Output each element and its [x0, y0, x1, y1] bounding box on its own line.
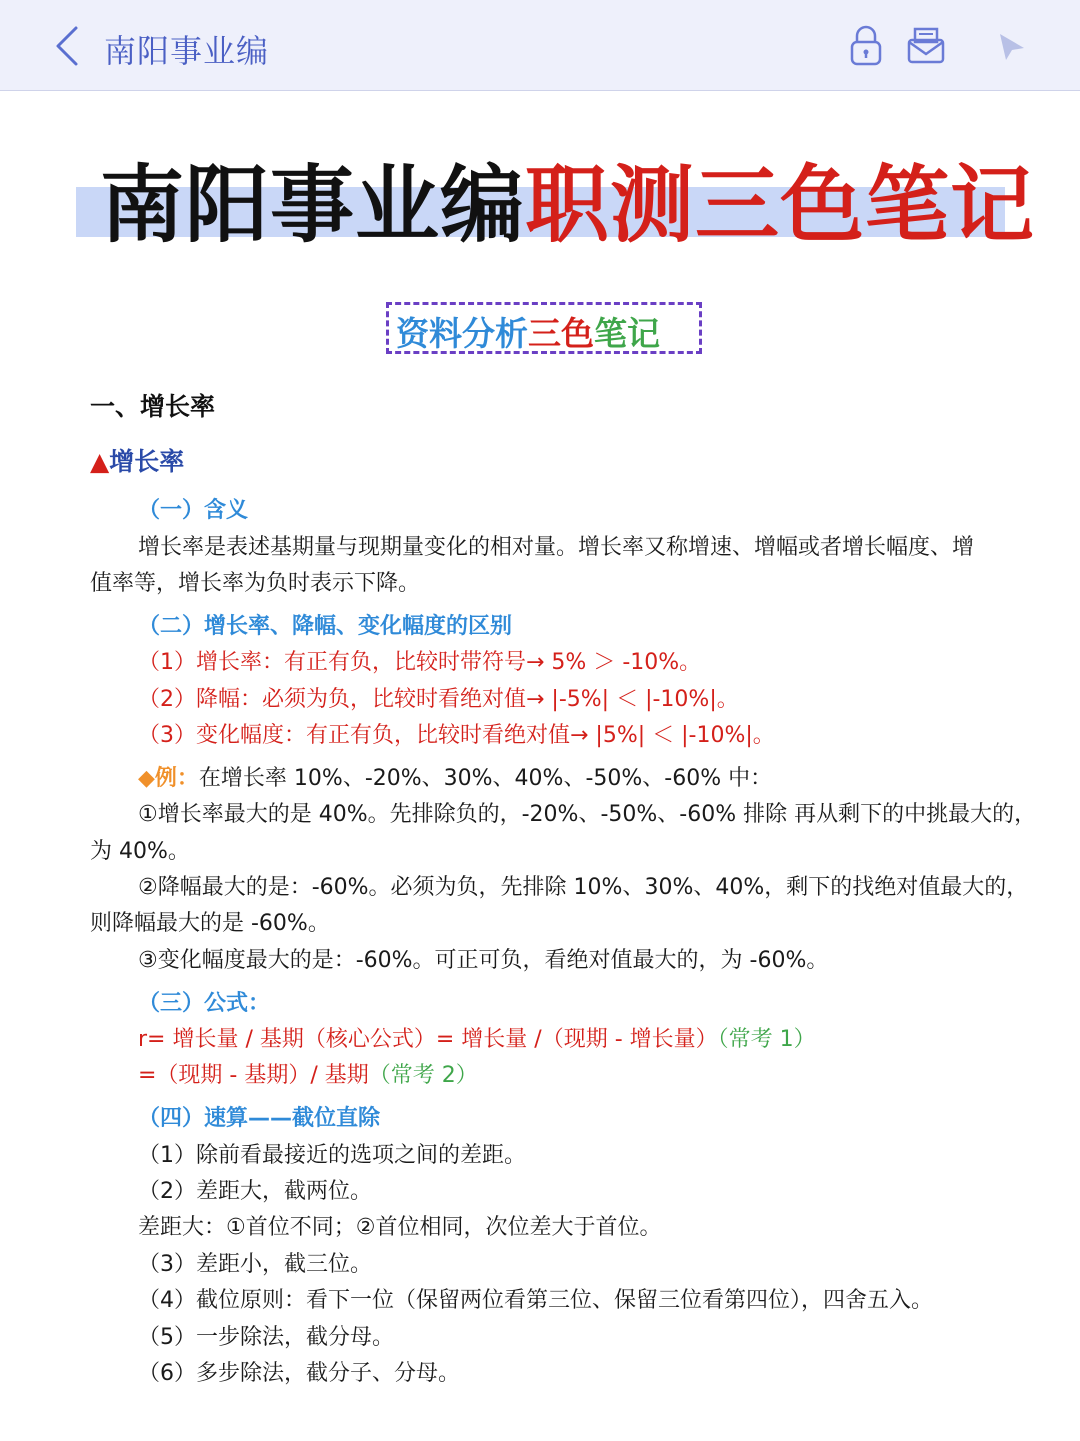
calc-item-2b: 差距大：①首位不同；②首位相同，次位差大于首位。: [138, 1215, 662, 1240]
subheading-label: 增长率: [109, 447, 185, 476]
nav-title: 南阳事业编: [104, 32, 270, 70]
difference-item-3: （3）变化幅度：有正有负，比较时看绝对值→ |5%| ＜ |-10%|。: [138, 723, 775, 748]
example-text: 在增长率 10%、-20%、30%、40%、-50%、-60% 中：: [198, 766, 773, 791]
calc-item-5: （5）一步除法，截分母。: [138, 1325, 394, 1350]
section-heading-growth-rate: 一、增长率: [90, 392, 216, 421]
answer-1: ①增长率最大的是 40%。先排除负的，-20%、-50%、-60% 排除 再从剩下的中挑最大的，: [138, 802, 1037, 827]
meaning-heading: （一）含义: [138, 498, 249, 523]
subtitle-part1: 资料分析: [396, 314, 528, 353]
page-title: [100, 138, 1035, 259]
title-part1: 南阳事业编: [100, 155, 526, 254]
formula-1: [138, 1025, 816, 1055]
mail-icon[interactable]: [906, 24, 946, 68]
subtitle: [396, 308, 660, 355]
calc-item-6: （6）多步除法，截分子、分母。: [138, 1361, 460, 1386]
meaning-text-1: 增长率是表述基期量与现期量变化的相对量。增长率又称增速、增幅或者增长幅度、增: [138, 535, 975, 560]
answer-2-cont: 则降幅最大的是 -60%。: [90, 911, 330, 936]
formula-2-text: =（现期 - 基期）/ 基期: [138, 1063, 369, 1088]
formula-1-note: （常考 1）: [717, 1027, 816, 1052]
back-chevron-icon[interactable]: [52, 24, 82, 68]
calc-item-3: （3）差距小，截三位。: [138, 1252, 372, 1277]
subheading-growth-rate: [90, 447, 184, 477]
meaning-text-2: 值率等，增长率为负时表示下降。: [90, 571, 421, 596]
send-icon[interactable]: [990, 24, 1030, 68]
formula-2: [138, 1061, 478, 1091]
difference-item-2: （2）降幅：必须为负，比较时看绝对值→ |-5%| ＜ |-10%|。: [138, 687, 739, 712]
calc-item-2: （2）差距大，截两位。: [138, 1179, 372, 1204]
example-label: ◆例：: [138, 766, 199, 791]
example-line: [138, 764, 772, 794]
answer-2: ②降幅最大的是：-60%。必须为负，先排除 10%、30%、40%，剩下的找绝对值最大的，: [138, 875, 1029, 900]
triangle-icon: ▲: [90, 447, 110, 476]
calc-item-4: （4）截位原则：看下一位（保留两位看第三位、保留三位看第四位），四舍五入。: [138, 1288, 933, 1313]
subtitle-part3: 笔记: [594, 314, 660, 353]
difference-heading: （二）增长率、降幅、变化幅度的区别: [138, 614, 513, 639]
title-part2: 职测三色笔记: [525, 155, 1036, 254]
formula-1-text: r= 增长量 / 基期（核心公式）= 增长量 /（现期 - 增长量）: [138, 1027, 718, 1052]
top-nav-bar: [0, 0, 1080, 91]
calc-heading: （四）速算——截位直除: [138, 1106, 381, 1131]
answer-3: ③变化幅度最大的是：-60%。可正可负，看绝对值最大的，为 -60%。: [138, 948, 829, 973]
formula-heading: （三）公式：: [138, 991, 271, 1016]
difference-item-1: （1）增长率：有正有负，比较时带符号→ 5% ＞ -10%。: [138, 650, 702, 675]
lock-icon[interactable]: [846, 24, 886, 68]
answer-1-cont: 为 40%。: [90, 839, 190, 864]
formula-2-note: （常考 2）: [368, 1063, 478, 1088]
subtitle-part2: 三色: [528, 314, 594, 353]
calc-item-1: （1）除前看最接近的选项之间的差距。: [138, 1143, 526, 1168]
